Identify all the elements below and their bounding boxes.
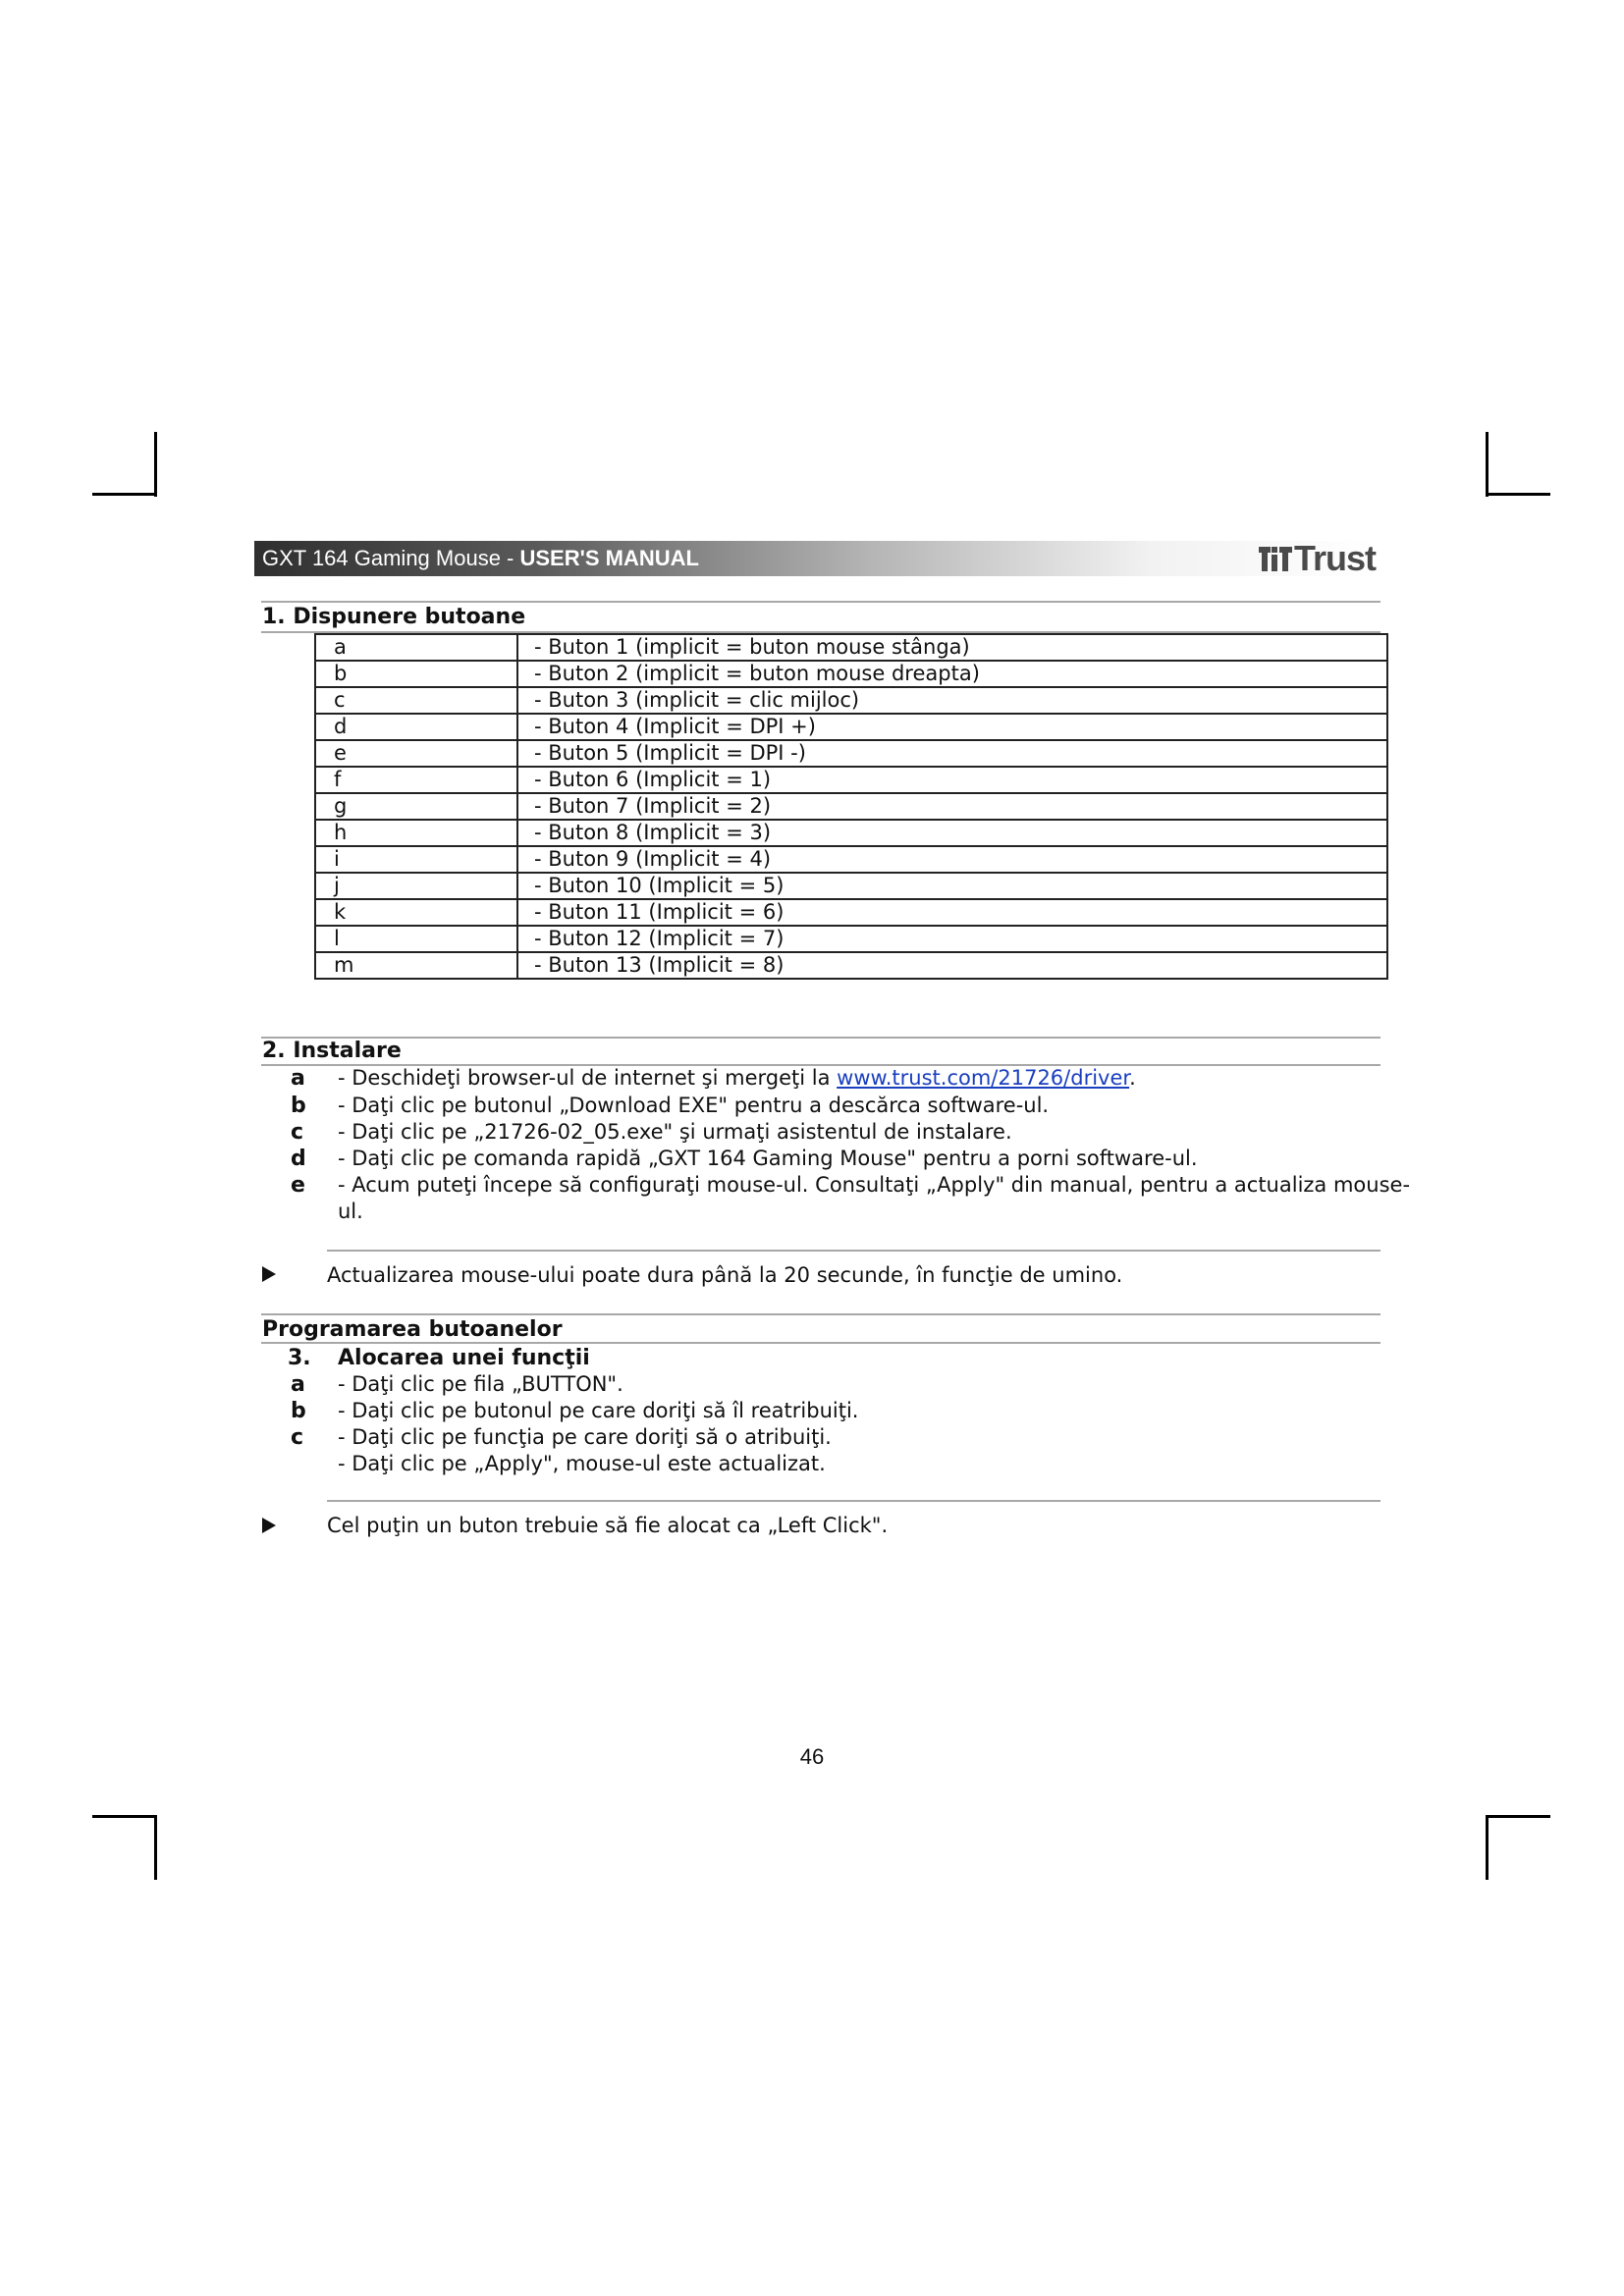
trust-logo-icon <box>1259 544 1292 573</box>
button-key: j <box>315 873 517 899</box>
step-text: - Daţi clic pe „21726-02_05.exe" şi urmaţi asistentul de instalare. <box>338 1120 1012 1144</box>
crop-mark-top-left-v <box>154 432 157 497</box>
button-key: a <box>315 634 517 661</box>
header-bar <box>254 541 1376 576</box>
crop-mark-top-right-h <box>1486 493 1550 496</box>
button-description: - Buton 1 (implicit = buton mouse stânga) <box>517 634 1387 661</box>
subsection-number: 3. <box>288 1346 311 1370</box>
driver-link[interactable]: www.trust.com/21726/driver <box>837 1066 1130 1090</box>
triangle-right-icon <box>262 1518 276 1533</box>
button-key: b <box>315 661 517 687</box>
step-label: c <box>291 1120 304 1145</box>
button-key: c <box>315 687 517 714</box>
button-description: - Buton 9 (Implicit = 4) <box>517 846 1387 873</box>
table-row <box>315 714 1387 740</box>
button-description: - Buton 4 (Implicit = DPI +) <box>517 714 1387 740</box>
step-text: - Daţi clic pe fila „BUTTON". <box>338 1372 623 1396</box>
button-key: k <box>315 899 517 926</box>
page-number: 46 <box>799 1744 825 1769</box>
divider <box>327 1500 1380 1502</box>
divider <box>327 1250 1380 1252</box>
button-description: - Buton 2 (implicit = buton mouse dreapta) <box>517 661 1387 687</box>
step-text: ul. <box>338 1200 363 1223</box>
button-description: - Buton 10 (Implicit = 5) <box>517 873 1387 899</box>
step-text: - Daţi clic pe butonul pe care doriţi să îl reatribuiţi. <box>338 1399 859 1422</box>
crop-mark-bottom-left-h <box>92 1815 157 1818</box>
button-description: - Buton 8 (Implicit = 3) <box>517 820 1387 846</box>
button-key: m <box>315 952 517 979</box>
table-row <box>315 899 1387 926</box>
trust-logo <box>1259 539 1376 578</box>
button-key: e <box>315 740 517 767</box>
button-key: h <box>315 820 517 846</box>
section-title-install: 2. Instalare <box>262 1039 402 1063</box>
step-text: - Daţi clic pe „Apply", mouse-ul este actualizat. <box>338 1452 826 1475</box>
button-description: - Buton 7 (Implicit = 2) <box>517 793 1387 820</box>
crop-mark-bottom-left-v <box>154 1815 157 1880</box>
button-description: - Buton 5 (Implicit = DPI -) <box>517 740 1387 767</box>
subsection-title: Alocarea unei funcţii <box>338 1346 590 1370</box>
triangle-right-icon <box>262 1266 276 1282</box>
section-title-layout: 1. Dispunere butoane <box>262 605 526 629</box>
header-title: GXT 164 Gaming Mouse - USER'S MANUAL <box>262 546 699 570</box>
table-row <box>315 952 1387 979</box>
divider <box>261 1313 1380 1315</box>
step-label: d <box>291 1147 306 1171</box>
table-row <box>315 740 1387 767</box>
table-row <box>315 926 1387 952</box>
note-text: Actualizarea mouse-ului poate dura până la 20 secunde, în funcţie de umino. <box>327 1263 1123 1287</box>
button-description: - Buton 6 (Implicit = 1) <box>517 767 1387 793</box>
table-row <box>315 846 1387 873</box>
table-row <box>315 873 1387 899</box>
crop-mark-top-right-v <box>1486 432 1489 497</box>
step-text: - Daţi clic pe butonul „Download EXE" pentru a descărca software-ul. <box>338 1094 1050 1117</box>
button-key: d <box>315 714 517 740</box>
step-label: b <box>291 1399 306 1423</box>
table-row <box>315 767 1387 793</box>
divider <box>261 1342 1380 1344</box>
step-text: - Daţi clic pe funcţia pe care doriţi să o atribuiţi. <box>338 1425 832 1449</box>
table-row <box>315 634 1387 661</box>
button-description: - Buton 12 (Implicit = 7) <box>517 926 1387 952</box>
button-description: - Buton 3 (implicit = clic mijloc) <box>517 687 1387 714</box>
button-key: l <box>315 926 517 952</box>
step-label: a <box>291 1372 305 1397</box>
button-key: f <box>315 767 517 793</box>
step-text: - Acum puteţi începe să configuraţi mouse-ul. Consultaţi „Apply" din manual, pentru a actualiza mouse- <box>338 1173 1411 1197</box>
button-key: g <box>315 793 517 820</box>
step-label: c <box>291 1425 304 1450</box>
table-row <box>315 687 1387 714</box>
crop-mark-top-left-h <box>92 493 157 496</box>
step-label: e <box>291 1173 305 1198</box>
step-label: a <box>291 1066 305 1091</box>
divider <box>261 601 1380 603</box>
divider <box>261 1037 1380 1039</box>
button-description: - Buton 13 (Implicit = 8) <box>517 952 1387 979</box>
note-text: Cel puţin un buton trebuie să fie alocat ca „Left Click". <box>327 1514 889 1537</box>
table-row <box>315 793 1387 820</box>
button-key: i <box>315 846 517 873</box>
table-row <box>315 661 1387 687</box>
step-text: - Daţi clic pe comanda rapidă „GXT 164 Gaming Mouse" pentru a porni software-ul. <box>338 1147 1198 1170</box>
section-title-programming: Programarea butoanelor <box>262 1317 563 1342</box>
button-layout-table <box>314 633 1388 980</box>
button-description: - Buton 11 (Implicit = 6) <box>517 899 1387 926</box>
crop-mark-bottom-right-v <box>1486 1815 1489 1880</box>
crop-mark-bottom-right-h <box>1486 1815 1550 1818</box>
step-label: b <box>291 1094 306 1118</box>
logo-text: Trust <box>1294 538 1377 578</box>
table-row <box>315 820 1387 846</box>
